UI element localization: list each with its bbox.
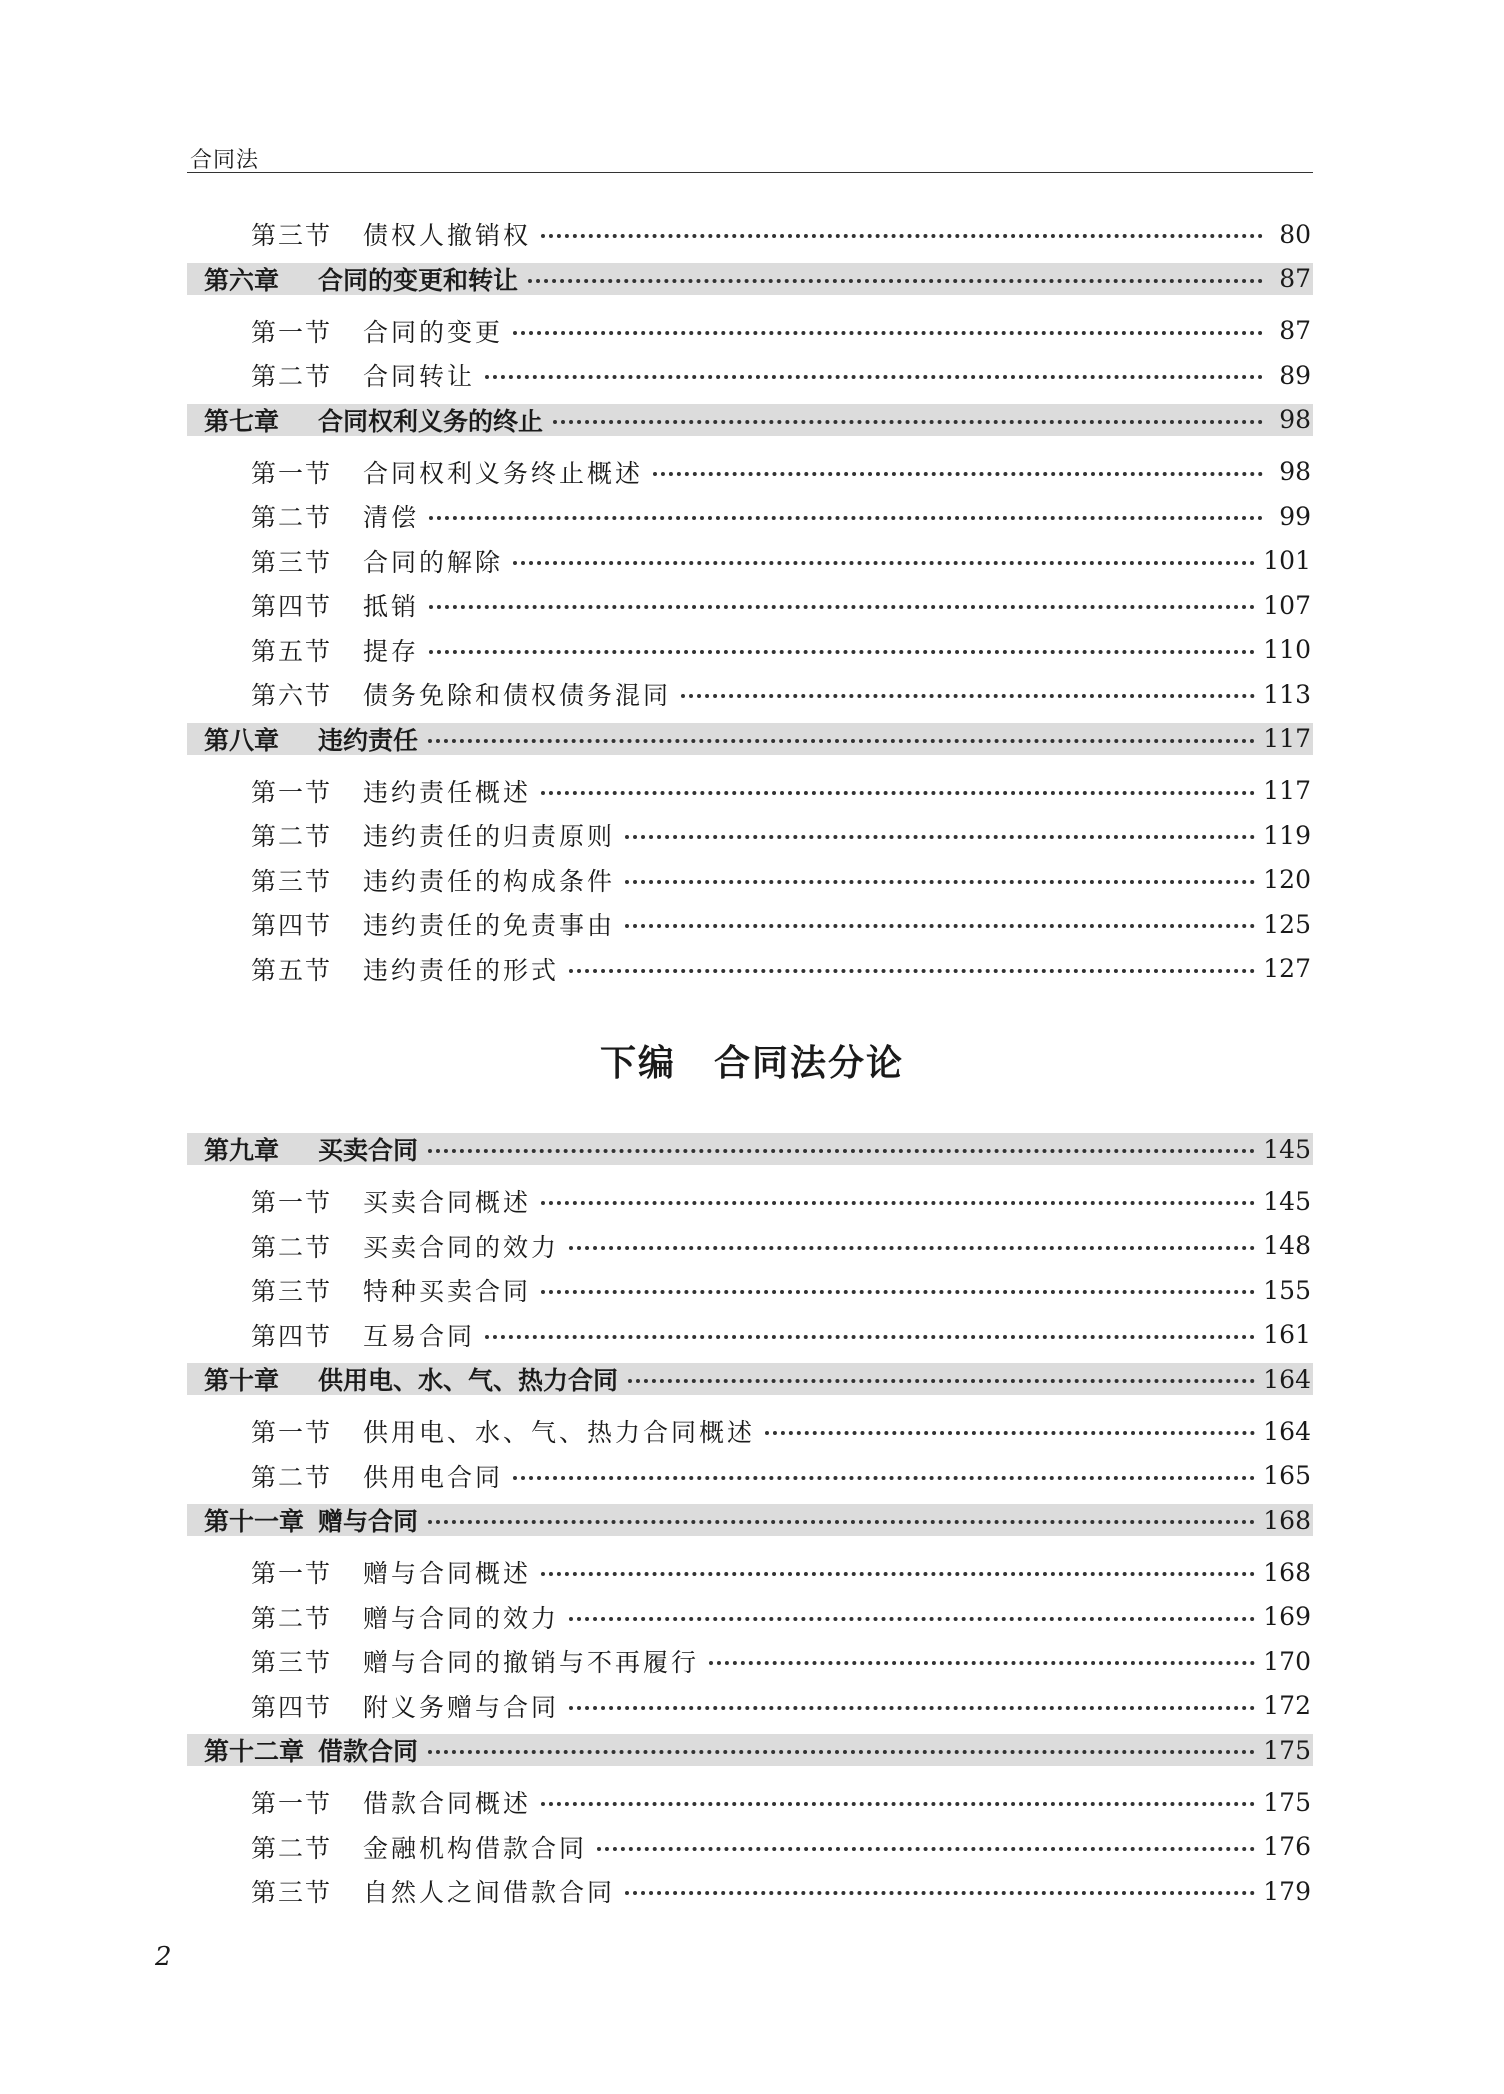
toc-entry-number: 第一节 [251,1418,333,1447]
toc-section-row [187,545,1313,577]
toc-entry-number: 第十一章 [204,1507,305,1536]
dot-leader [541,1201,1255,1205]
toc-entry-title: 买卖合同 [318,1136,419,1165]
toc-section-row [187,218,1313,250]
toc-entry-title: 债务免除和债权债务混同 [363,681,672,710]
toc-entry-title: 金融机构借款合同 [363,1833,588,1863]
dot-leader [653,472,1263,476]
dot-leader [528,279,1263,283]
toc-section-row [187,953,1313,985]
toc-entry-title: 违约责任的构成条件 [363,866,616,896]
toc-entry-page: 148 [1263,1231,1311,1260]
toc-section-row [187,1185,1313,1217]
dot-leader [485,1335,1255,1339]
toc-entry-title: 违约责任的免责事由 [363,911,616,940]
toc-entry-page: 168 [1263,1505,1311,1535]
toc-entry-page: 168 [1263,1557,1311,1587]
header-rule [187,172,1313,173]
toc-entry-title: 赠与合同的撤销与不再履行 [363,1648,700,1677]
toc-chapter-row [187,404,1313,436]
dot-leader [428,1520,1255,1524]
part-title: 下编 合同法分论 [599,1042,904,1084]
toc-entry-title: 违约责任概述 [363,777,532,807]
toc-entry-page: 170 [1263,1646,1311,1676]
toc-section-row [187,864,1313,896]
toc-entry-title: 赠与合同概述 [363,1559,532,1588]
toc-entry-number: 第四节 [251,911,333,940]
toc-entry-number: 第十二章 [204,1737,305,1766]
dot-leader [569,1617,1255,1621]
dot-leader [541,1290,1255,1294]
toc-section-row [187,1831,1313,1863]
toc-chapter-row [187,263,1313,295]
running-head: 合同法 [190,148,260,173]
toc-entry-number: 第三节 [251,1648,333,1677]
toc-entry-title: 赠与合同 [318,1507,419,1536]
toc-section-row [187,456,1313,488]
toc-entry-number: 第二节 [251,822,333,851]
toc-entry-title: 附义务赠与合同 [363,1692,560,1722]
toc-entry-number: 第四节 [251,592,333,621]
toc-entry-title: 合同的变更 [363,317,504,347]
toc-entry-number: 第三节 [251,1878,333,1907]
toc-entry-number: 第一节 [251,1188,333,1217]
dot-leader [628,1379,1255,1383]
toc-entry-title: 合同权利义务终止概述 [363,458,644,488]
toc-entry-title: 违约责任 [318,725,419,755]
toc-entry-page: 161 [1263,1320,1311,1349]
toc-entry-number: 第二节 [251,1833,333,1863]
toc-entry-page: 169 [1263,1602,1311,1631]
toc-entry-page: 164 [1263,1364,1311,1394]
toc-section-row [187,1556,1313,1588]
dot-leader [513,1476,1255,1480]
toc-entry-page: 89 [1279,360,1311,390]
toc-entry-number: 第二节 [251,362,333,391]
dot-leader [541,791,1255,795]
toc-entry-page: 179 [1263,1876,1311,1906]
toc-entry-title: 抵销 [363,592,420,621]
toc-section-row [187,819,1313,851]
toc-entry-number: 第六节 [251,681,333,710]
toc-section-row [187,1319,1313,1351]
toc-section-row [187,1230,1313,1262]
toc-section-row [187,1460,1313,1492]
toc-entry-page: 120 [1263,865,1311,894]
toc-entry-page: 175 [1263,1735,1311,1765]
toc-entry-number: 第二节 [251,1603,333,1633]
toc-entry-page: 145 [1263,1134,1311,1164]
toc-entry-page: 175 [1263,1787,1311,1817]
toc-entry-number: 第九章 [204,1136,280,1165]
toc-entry-title: 合同权利义务的终止 [318,406,544,436]
dot-leader [709,1661,1255,1665]
toc-entry-title: 买卖合同的效力 [363,1232,560,1262]
toc-section-row [187,908,1313,940]
toc-entry-number: 第十章 [204,1366,280,1395]
toc-section-row [187,634,1313,666]
toc-entry-page: 172 [1263,1691,1311,1720]
dot-leader [765,1431,1255,1435]
toc-entry-number: 第四节 [251,1692,333,1722]
toc-entry-number: 第一节 [251,1559,333,1588]
dot-leader [597,1847,1255,1851]
toc-entry-number: 第七章 [204,406,280,436]
toc-section-row [187,359,1313,391]
toc-section-row [187,1690,1313,1722]
toc-entry-title: 供用电、水、气、热力合同概述 [363,1418,756,1447]
toc-entry-title: 合同转让 [363,362,476,391]
toc-entry-title: 供用电、水、气、热力合同 [318,1366,619,1395]
dot-leader [485,375,1263,379]
toc-section-row [187,1875,1313,1907]
toc-entry-title: 违约责任的归责原则 [363,822,616,851]
toc-entry-title: 提存 [363,636,420,666]
toc-entry-title: 合同的变更和转让 [318,265,519,295]
toc-section-row [187,1415,1313,1447]
toc-entry-number: 第四节 [251,1321,333,1351]
dot-leader [569,1706,1255,1710]
dot-leader [428,739,1255,743]
toc-entry-title: 互易合同 [363,1321,476,1351]
toc-entry-page: 113 [1263,679,1311,709]
dot-leader [429,516,1263,520]
toc-section-row [187,678,1313,710]
toc-chapter-row [187,1363,1313,1395]
toc-section-row [187,589,1313,621]
toc-entry-number: 第三节 [251,547,333,577]
toc-entry-title: 自然人之间借款合同 [363,1878,616,1907]
dot-leader [428,1750,1255,1754]
dot-leader [569,1246,1255,1250]
dot-leader [513,331,1263,335]
dot-leader [625,1891,1255,1895]
toc-section-row [187,775,1313,807]
toc-entry-page: 119 [1263,820,1311,850]
toc-entry-number: 第一节 [251,317,333,347]
toc-entry-number: 第三节 [251,221,333,250]
toc-section-row [187,500,1313,532]
page-number: 2 [155,1942,172,1972]
toc-chapter-row [187,1504,1313,1536]
toc-entry-page: 98 [1279,405,1311,434]
toc-entry-number: 第一节 [251,1789,333,1818]
toc-entry-number: 第三节 [251,1277,333,1306]
dot-leader [428,1149,1255,1153]
dot-leader [553,420,1263,424]
dot-leader [625,924,1255,928]
toc-entry-number: 第八章 [204,725,280,755]
toc-entry-page: 101 [1263,546,1311,575]
toc-entry-title: 违约责任的形式 [363,955,560,985]
toc-entry-page: 107 [1263,590,1311,620]
dot-leader [429,650,1255,654]
toc-chapter-row [187,1133,1313,1165]
toc-entry-number: 第二节 [251,503,333,532]
dot-leader [513,561,1255,565]
toc-entry-page: 117 [1263,776,1311,805]
dot-leader [429,605,1255,609]
toc-entry-page: 155 [1263,1275,1311,1305]
dot-leader [541,1572,1255,1576]
dot-leader [625,835,1255,839]
toc-entry-title: 清偿 [363,503,420,532]
toc-entry-number: 第五节 [251,955,333,985]
toc-entry-page: 117 [1263,724,1311,753]
toc-entry-number: 第二节 [251,1232,333,1262]
dot-leader [625,880,1255,884]
toc-entry-number: 第五节 [251,636,333,666]
toc-chapter-row [187,1734,1313,1766]
toc-entry-number: 第三节 [251,866,333,896]
toc-section-row [187,1645,1313,1677]
toc-entry-page: 110 [1263,635,1311,664]
toc-entry-page: 165 [1263,1461,1311,1490]
toc-entry-number: 第二节 [251,1462,333,1492]
toc-entry-title: 借款合同概述 [363,1789,532,1818]
toc-chapter-row [187,723,1313,755]
toc-entry-title: 买卖合同概述 [363,1188,532,1217]
toc-entry-title: 借款合同 [318,1737,419,1766]
dot-leader [681,694,1255,698]
dot-leader [541,234,1263,238]
toc-section-row [187,315,1313,347]
toc-entry-page: 99 [1279,501,1311,531]
toc-entry-page: 125 [1263,909,1311,939]
toc-entry-title: 合同的解除 [363,547,504,577]
toc-entry-number: 第六章 [204,265,280,295]
dot-leader [569,969,1255,973]
toc-entry-page: 127 [1263,954,1311,983]
toc-section-row [187,1274,1313,1306]
dot-leader [541,1802,1255,1806]
toc-entry-page: 87 [1279,264,1311,293]
toc-section-row [187,1786,1313,1818]
toc-section-row [187,1601,1313,1633]
toc-entry-page: 164 [1263,1416,1311,1446]
toc-entry-page: 80 [1279,219,1311,249]
toc-entry-page: 98 [1279,457,1311,486]
toc-entry-title: 赠与合同的效力 [363,1603,560,1633]
toc-entry-number: 第一节 [251,777,333,807]
toc-entry-title: 特种买卖合同 [363,1277,532,1306]
toc-entry-page: 176 [1263,1832,1311,1861]
toc-entry-title: 债权人撤销权 [363,221,532,250]
toc-entry-title: 供用电合同 [363,1462,504,1492]
toc-entry-page: 145 [1263,1186,1311,1216]
toc-entry-number: 第一节 [251,458,333,488]
toc-entry-page: 87 [1279,316,1311,345]
